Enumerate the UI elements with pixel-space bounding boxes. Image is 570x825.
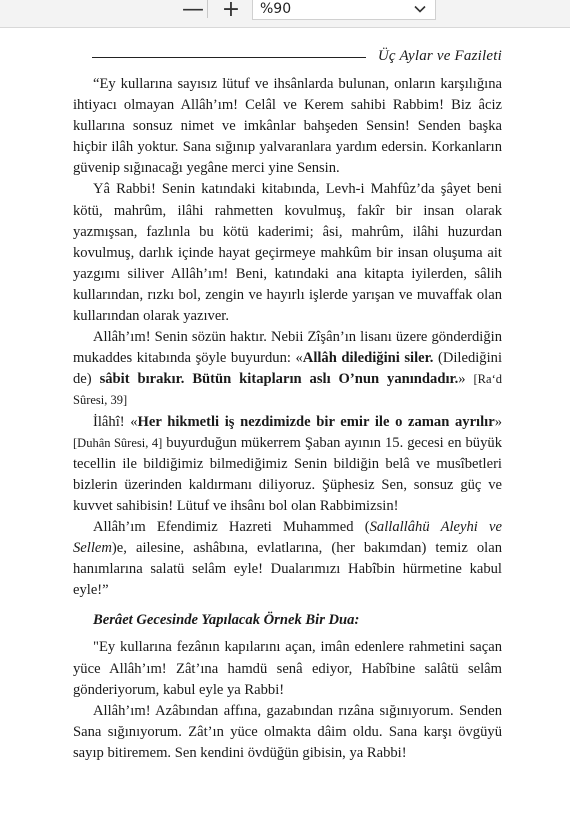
verse-quote: sâbit bırakır. Bütün kitapların aslı O’nun yanındadır. bbox=[99, 371, 459, 388]
paragraph: Allâh’ım! Azâbından affına, gazabından rızâna sığınıyorum. Senden Sana sığınıyorum. Zât’ın yüce olmakta dâim oldu. Sana karşı övgüyü sayıp bitiremem. Sen kendini övdüğün gibisin, ya Rabbi! bbox=[73, 702, 502, 761]
paragraph: “Ey kullarına sayısız lütuf ve ihsânlarda bulunan, onların karşılığına ihtiyacı olmayan Allâh’ım! Celâl ve Kerem sahibi Rabbim! Biz âciz kullarına sonsuz nimet ve imkânlar bahşeden Sensin! Senden başka hiçbir ilâh yoktur. Sana sığınıp yalvaranlara yardım edersin. Korkanların güvenip sığınacağı yegâne merci yine Sensin. bbox=[73, 76, 502, 177]
toolbar-divider bbox=[207, 0, 208, 18]
text-run: )e, ailesine, ashâbına, evlatlarına, (her bakımdan) temiz olan hanımlarına salatü selâm eyle! Dualarımızı Habîbin hürmetine kabul eyle!” bbox=[73, 540, 502, 599]
header-rule bbox=[92, 57, 366, 58]
text-run: Allâh’ım! Senin sözün haktır. Nebii Zîşân’ın lisanı üzere gönderdiğin mukaddes kitabında şöyle buyurdun: « bbox=[73, 329, 502, 367]
minus-icon: — bbox=[182, 0, 204, 22]
zoom-in-button[interactable] bbox=[216, 0, 246, 20]
zoom-select[interactable] bbox=[252, 0, 436, 20]
pdf-toolbar bbox=[0, 0, 570, 28]
salutation: Sallallâhü Aleyhi ve Sellem bbox=[73, 518, 502, 557]
zoom-out-button[interactable] bbox=[178, 0, 208, 20]
running-header bbox=[92, 46, 502, 66]
document-page bbox=[0, 28, 570, 825]
paragraph bbox=[73, 517, 502, 601]
verse-quote: Allâh dilediğini siler. bbox=[302, 350, 434, 367]
text-run: İlâhî! « bbox=[93, 413, 138, 430]
chevron-down-icon bbox=[413, 2, 427, 16]
header-title: Üç Aylar ve Fazileti bbox=[377, 48, 502, 64]
text-run: Allâh’ım Efendimiz Hazreti Muhammed ( bbox=[93, 518, 370, 535]
paragraph bbox=[73, 412, 502, 517]
verse-reference: [Ra‘d Sûresi, 39] bbox=[73, 372, 502, 408]
verse-reference: [Duhân Sûresi, 4] bbox=[73, 435, 163, 450]
paragraph: Yâ Rabbi! Senin katındaki kitabında, Levh-i Mahfûz’da şâyet beni kötü, mahrûm, ilâhi rahmetten kovulmuş, fakîr bir insan olarak yazmışsan, fazlınla bu kötü kaderimi; âsi, mahrûm, ilâhi huzurdan kovulmuş, darlık içinde hayat geçirmeye mahkûm bir insan oluşuma ait yazgımı siliver Allâh’ım! Beni, katındaki ana kitapta iyilerden, sâlih kullarından, rızkı bol, zengin ve hayırlı işlerde yarışan ve muvaffak olan kullarından olarak yazıver. bbox=[73, 181, 502, 325]
plus-icon: + bbox=[221, 0, 241, 22]
verse-quote: Her hikmetli iş nezdimizde bir emir ile o zaman ayrılır bbox=[137, 413, 495, 430]
text-run: (Dilediğini de) bbox=[73, 350, 502, 388]
paragraph bbox=[73, 327, 502, 411]
text-run: buyurduğun mükerrem Şaban ayının 15. gecesi en büyük tecellin ile bildiğimiz bilmediğimiz Senin bildiğin belâ ve musîbetleri bizlerin üzerinden kaldırmanı diliyoruz. Şüphesiz Sen, sonsuz güç ve kuvvet sahibisin! Lütuf ve ihsânı bol olan Rabbimizsin! bbox=[73, 434, 502, 514]
text-run: » bbox=[458, 371, 474, 388]
section-heading: Berâet Gecesinde Yapılacak Örnek Bir Dua: bbox=[93, 612, 360, 629]
paragraph: "Ey kullarına fezânın kapılarını açan, imân edenlere rahmetini saçan yüce Allâh’ım! Zât’ına hamdü senâ ediyor, Habîbine salâtü selâm gönderiyorum, kabul eyle ya Rabbi! bbox=[73, 639, 502, 698]
body-text bbox=[73, 74, 502, 764]
text-run: » bbox=[494, 413, 502, 430]
zoom-value: %90 bbox=[260, 1, 292, 17]
